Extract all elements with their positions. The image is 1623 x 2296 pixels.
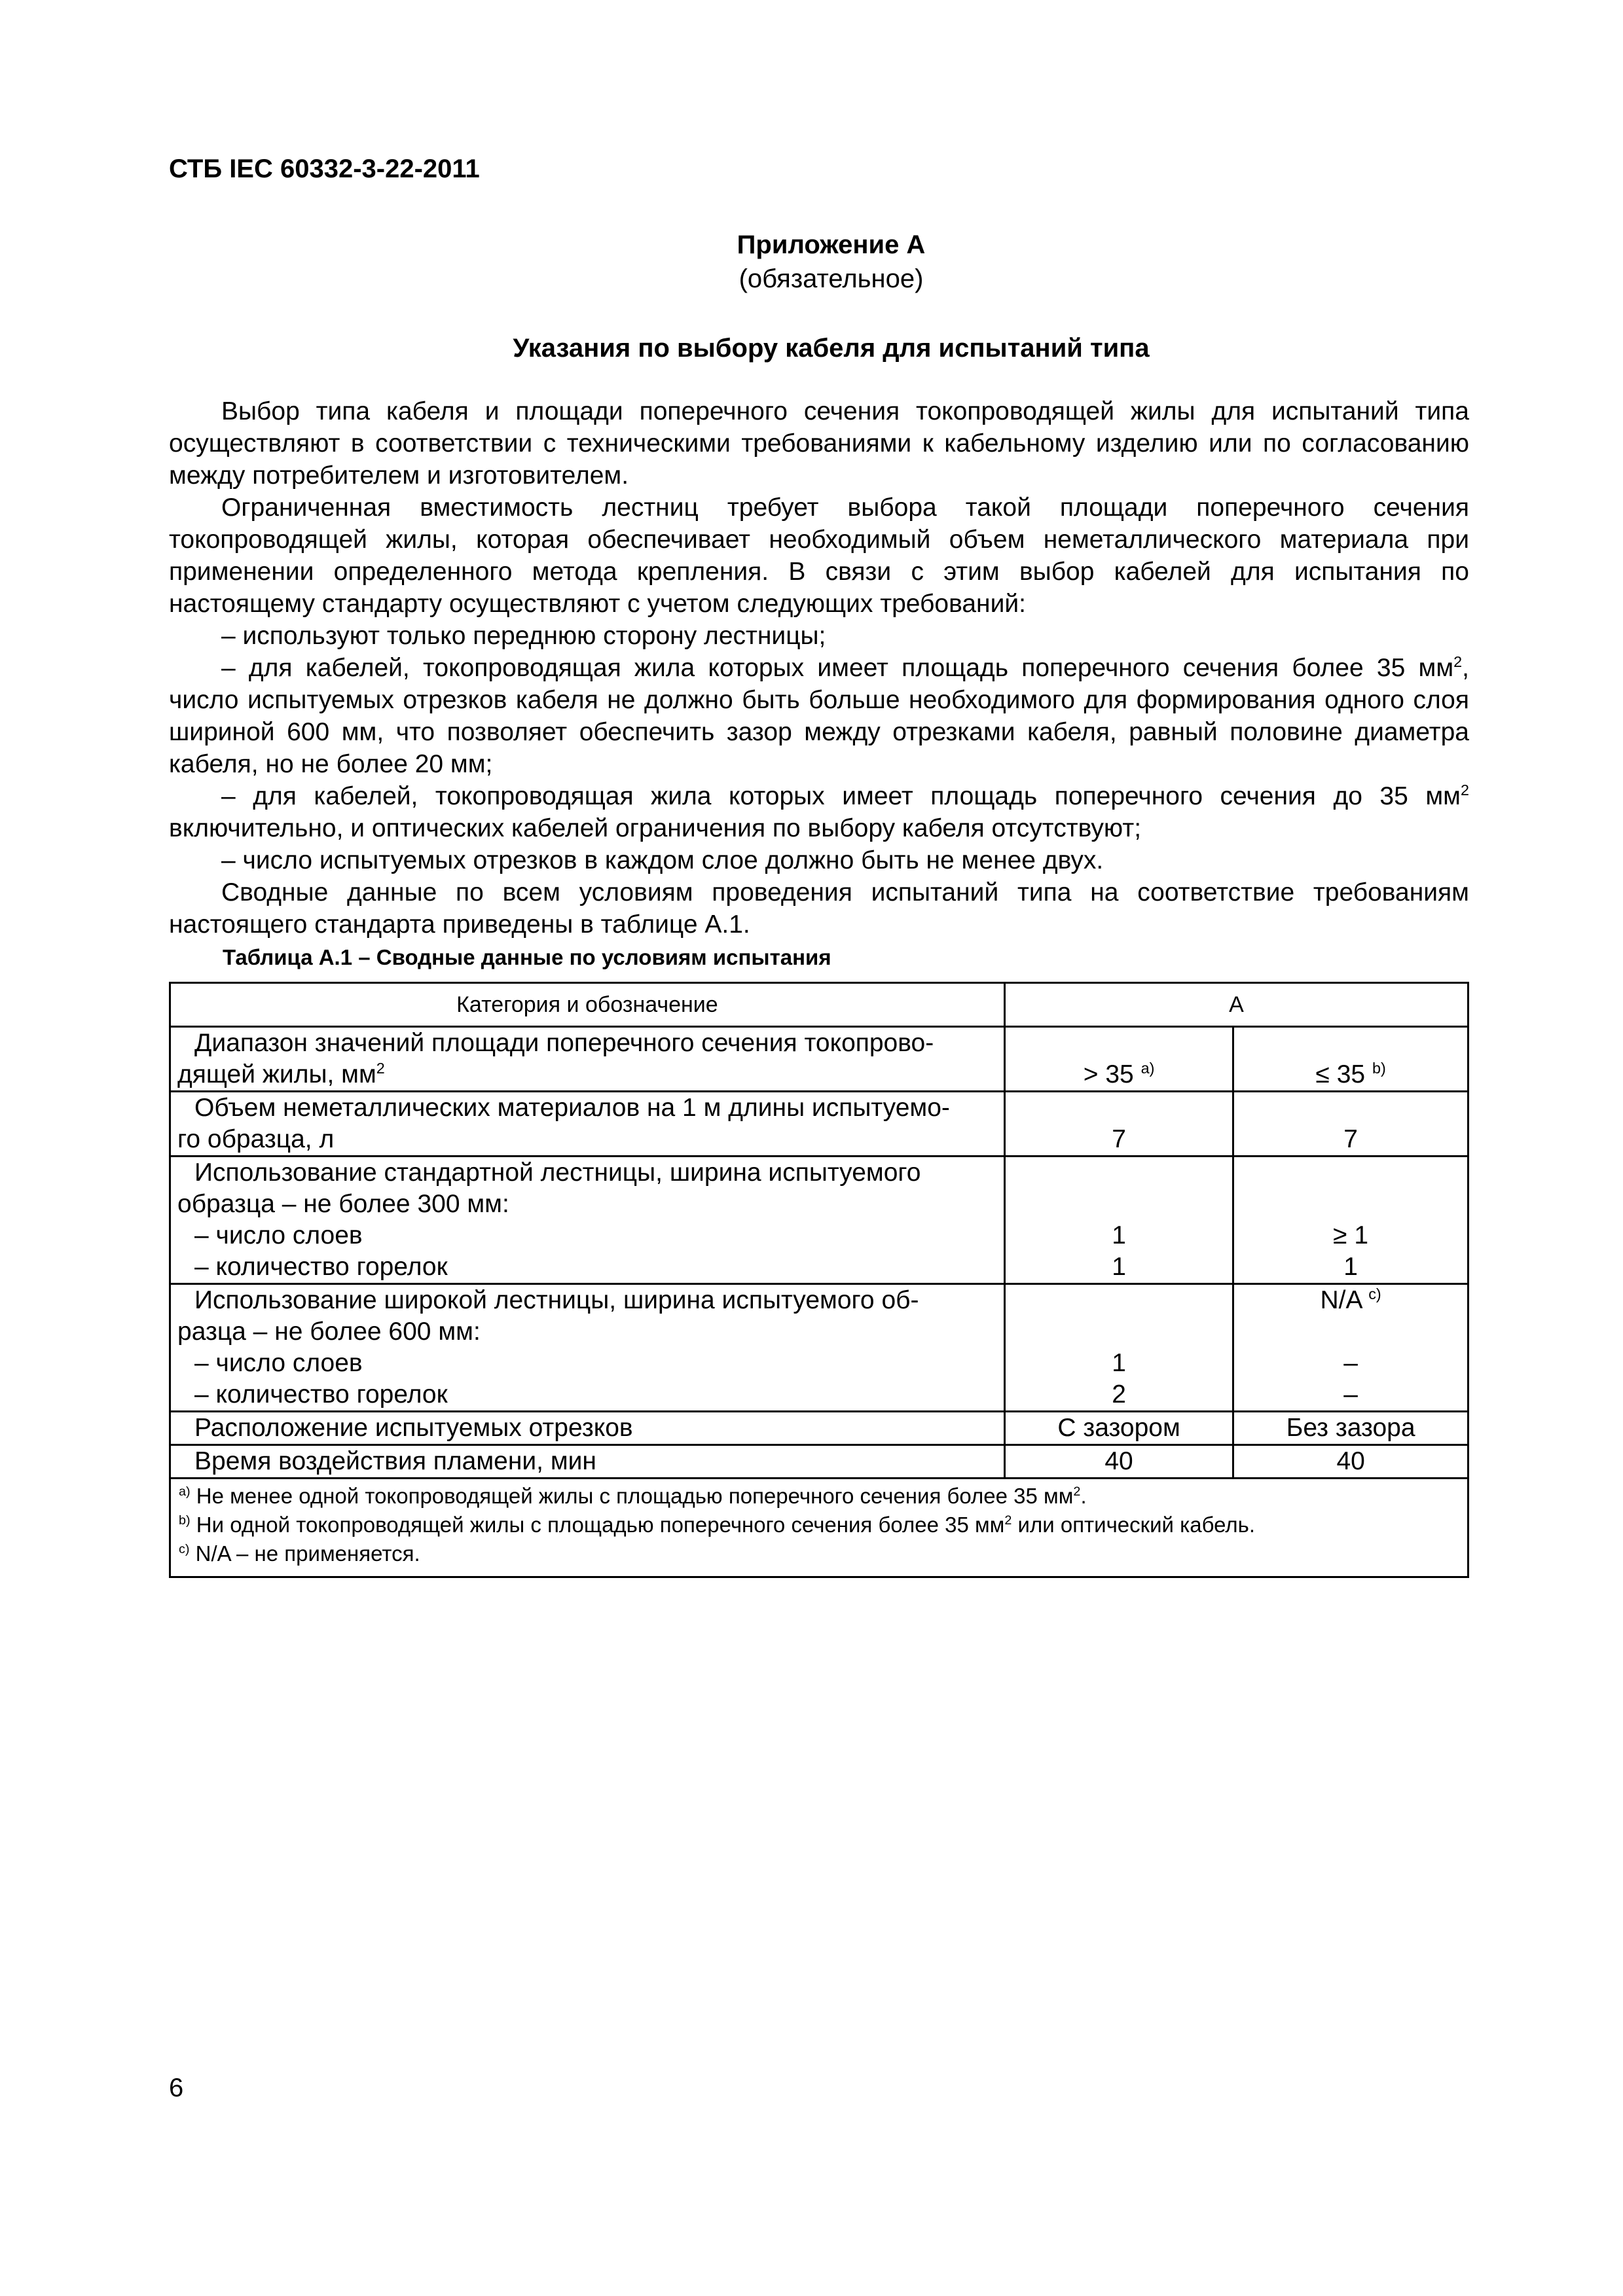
table-cell [1004,1284,1233,1412]
cell-text: – число слоев [194,1221,363,1249]
page-number: 6 [169,2073,184,2102]
paragraph [169,780,1469,844]
footnote-text: Ни одной токопроводящей жилы с площадью поперечного сечения более 35 мм [196,1513,1005,1537]
section-title: Указания по выбору кабеля для испытаний типа [513,334,1150,363]
table-cell [170,1445,1005,1479]
superscript: 2 [1073,1484,1081,1499]
paragraph-part: включительно, и оптических кабелей ограничения по выбору кабеля отсутствуют; [169,814,1142,842]
superscript: 2 [1004,1513,1012,1528]
table-header-cell: Категория и обозначение [170,983,1005,1027]
table-caption: Таблица А.1 – Сводные данные по условиям испытания [223,945,831,969]
cell-text: разца – не более 600 мм: [177,1318,481,1346]
superscript: 2 [1453,653,1463,670]
cell-text: го образца, л [177,1125,335,1153]
paragraph: Сводные данные по всем условиям проведения испытаний типа на соответствие требованиям настоящего стандарта приведены в таблице А.1. [169,878,1469,939]
cell-text: Объем неметаллических материалов на 1 м длины испытуемо- [194,1094,950,1122]
table-cell [1233,1027,1468,1092]
cell-text: 1 [1112,1221,1126,1249]
table-cell [1233,1284,1468,1412]
table-cell [170,1092,1005,1157]
cell-text: – число слоев [194,1349,363,1377]
annex-status: (обязательное) [739,264,924,293]
cell-text: – [1343,1349,1358,1377]
cell-text: N/A [1320,1286,1362,1314]
standard-code: СТБ IEC 60332-3-22-2011 [169,154,480,183]
body-text [169,395,1469,941]
cell-text: Использование стандартной лестницы, ширина испытуемого [194,1158,921,1187]
footnote-ref: c) [1368,1285,1381,1302]
footnote-text: или оптический кабель. [1012,1513,1256,1537]
paragraph-part: , число испытуемых отрезков кабеля не должно быть больше необходимого для формирования одного слоя шириной 600 мм, что позволяет обеспечить зазор между отрезками кабеля, равный половине диаметра кабеля, но не более 20 мм; [169,654,1469,778]
cell-text: 1 [1112,1349,1126,1377]
table-footnotes [170,1479,1468,1577]
table-header-row [170,983,1468,1027]
table-cell: Без зазора [1233,1412,1468,1445]
summary-table [169,982,1469,1578]
footnote-mark: c) [179,1542,190,1556]
table-cell [170,1027,1005,1092]
table-cell: 7 [1233,1092,1468,1157]
footnote-text: Не менее одной токопроводящей жилы с площадью поперечного сечения более 35 мм [196,1484,1074,1508]
cell-text: образца – не более 300 мм: [177,1190,509,1218]
superscript: 2 [1460,781,1469,798]
footnote-mark: a) [179,1484,191,1499]
cell-text: 1 [1112,1253,1126,1281]
cell-text: 2 [1112,1380,1126,1408]
cell-text: – [1343,1380,1358,1408]
cell-text: Использование широкой лестницы, ширина испытуемого об- [194,1286,919,1314]
table-cell: 40 [1233,1445,1468,1479]
footnote [179,1539,1459,1568]
table-cell: 40 [1004,1445,1233,1479]
table-cell [1233,1157,1468,1284]
paragraph: Выбор типа кабеля и площади поперечного сечения токопроводящей жилы для испытаний типа осуществляют в соответствии с техническими требованиями к кабельному изделию или по согласованию между потребителем и изготовителем. [169,397,1469,490]
paragraph: Ограниченная вместимость лестниц требует выбора такой площади поперечного сечения токопроводящей жилы, которая обеспечивает необходимый объем неметаллического материала при применении определенного метода крепления. В связи с этим выбор кабелей для испытания по настоящему стандарту осуществляют с учетом следующих требований: [169,493,1469,618]
footnote [179,1511,1459,1539]
cell-text: ≥ 1 [1333,1221,1369,1249]
table-cell [1004,1157,1233,1284]
cell-text: ≤ 35 [1315,1060,1366,1088]
paragraph: – число испытуемых отрезков в каждом слое должно быть не менее двух. [221,846,1104,874]
table-cell [170,1412,1005,1445]
footnote-ref: a) [1140,1060,1155,1077]
cell-text: – количество горелок [194,1253,448,1281]
footnote-text: . [1080,1484,1087,1508]
table-cell: С зазором [1004,1412,1233,1445]
paragraph [169,652,1469,780]
table-row [170,1412,1468,1445]
paragraph-part: – для кабелей, токопроводящая жила которых имеет площадь поперечного сечения до 35 мм [221,782,1461,810]
cell-text: Время воздействия пламени, мин [194,1447,596,1475]
table-row [170,1445,1468,1479]
footnote [179,1482,1459,1511]
paragraph-part: – для кабелей, токопроводящая жила которых имеет площадь поперечного сечения более 35 мм [221,654,1454,682]
table-cell [170,1157,1005,1284]
cell-text: Расположение испытуемых отрезков [194,1414,633,1442]
table-cell [1004,1027,1233,1092]
footnote-mark: b) [179,1513,191,1528]
annex-title: Приложение А [737,230,926,259]
table-row [170,1092,1468,1157]
table-row [170,1027,1468,1092]
cell-text: 1 [1343,1253,1358,1281]
table-cell [170,1284,1005,1412]
footnote-ref: b) [1372,1060,1386,1077]
table-header-cell: А [1004,983,1468,1027]
cell-text: дящей жилы, мм [177,1060,376,1088]
table-row [170,1284,1468,1412]
footnote-text: N/A – не применяется. [195,1541,420,1566]
table-cell: 7 [1004,1092,1233,1157]
cell-text: Диапазон значений площади поперечного сечения токопрово- [194,1029,934,1057]
table-row [170,1157,1468,1284]
cell-text: > 35 [1083,1060,1134,1088]
cell-text: – количество горелок [194,1380,448,1408]
superscript: 2 [376,1060,385,1077]
table-footnotes-row [170,1479,1468,1577]
paragraph: – используют только переднюю сторону лестницы; [221,622,826,650]
